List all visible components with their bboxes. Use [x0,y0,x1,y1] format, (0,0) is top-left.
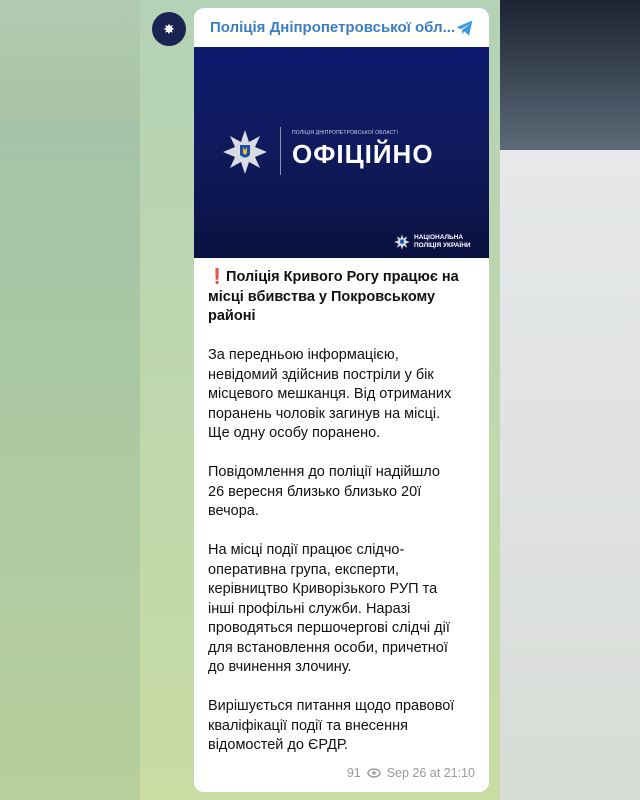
message-title [208,268,475,327]
banner-headline: ОФІЦІЙНО [292,139,434,169]
text-line: Вирішується питання щодо правової [208,698,455,714]
banner-subtitle: ПОЛІЦІЯ ДНІПРОПЕТРОВСЬКОЇ ОБЛАСТІ [292,130,399,136]
text-line: інші профільні служби. Наразі [208,600,411,617]
text-line: до вчинення злочину. [208,659,352,675]
text-line: проводяться першочергові слідчі дії [208,620,450,636]
text-line: місцевого мешканця. Від отриманих [208,386,452,402]
title-line: місці вбивства у Покровському [208,288,436,305]
message-text [194,258,489,756]
title-line: районі [208,308,256,324]
text-line: Повідомлення до поліції надійшло [208,464,440,480]
text-line: відомостей до ЄРДР. [208,737,348,753]
eye-icon [367,768,381,778]
paragraph-1 [208,346,475,444]
message-card [194,8,489,792]
title-line: ❗️Поліція Кривого Рогу працює на [208,269,459,285]
paragraph-4 [208,697,475,756]
view-count: 91 [346,766,361,780]
text-line: Ще одну особу поранено. [208,425,381,441]
channel-header[interactable] [194,8,489,47]
banner-image[interactable] [194,47,489,258]
text-line: кваліфікації події та внесення [208,717,408,734]
text-line: вечора. [208,503,259,519]
background-right [500,150,640,800]
background-left [0,120,140,800]
police-star-small-icon [394,234,410,250]
logo-line-2: ПОЛІЦІЯ УКРАЇНИ [414,242,471,249]
telegram-icon [455,17,475,39]
text-line: На місці події працює слідчо- [208,542,405,558]
text-line: керівництво Криворізького РУП та [208,581,438,597]
background-right-top [500,0,640,150]
text-line: поранень чоловік загинув на місці. [208,405,441,422]
text-line: 26 вересня близько близько 20ї [208,483,422,500]
channel-name[interactable]: Поліція Дніпропетровської обл... [210,19,456,36]
message-meta [347,766,475,780]
national-police-logo [394,234,471,250]
text-line: оперативна група, експерти, [208,561,399,578]
divider [280,127,281,175]
channel-avatar[interactable]: ✸ [152,12,186,46]
background-left-top [0,0,140,120]
logo-line-1: НАЦІОНАЛЬНА [414,234,464,241]
text-line: За передньою інформацією, [208,347,399,363]
police-star-icon [222,129,268,175]
text-line: для встановлення особи, причетної [208,639,448,656]
text-line: невідомий здійснив постріли у бік [208,366,434,383]
timestamp: Sep 26 at 21:10 [386,766,475,780]
paragraph-2 [208,463,475,522]
paragraph-3 [208,541,475,678]
